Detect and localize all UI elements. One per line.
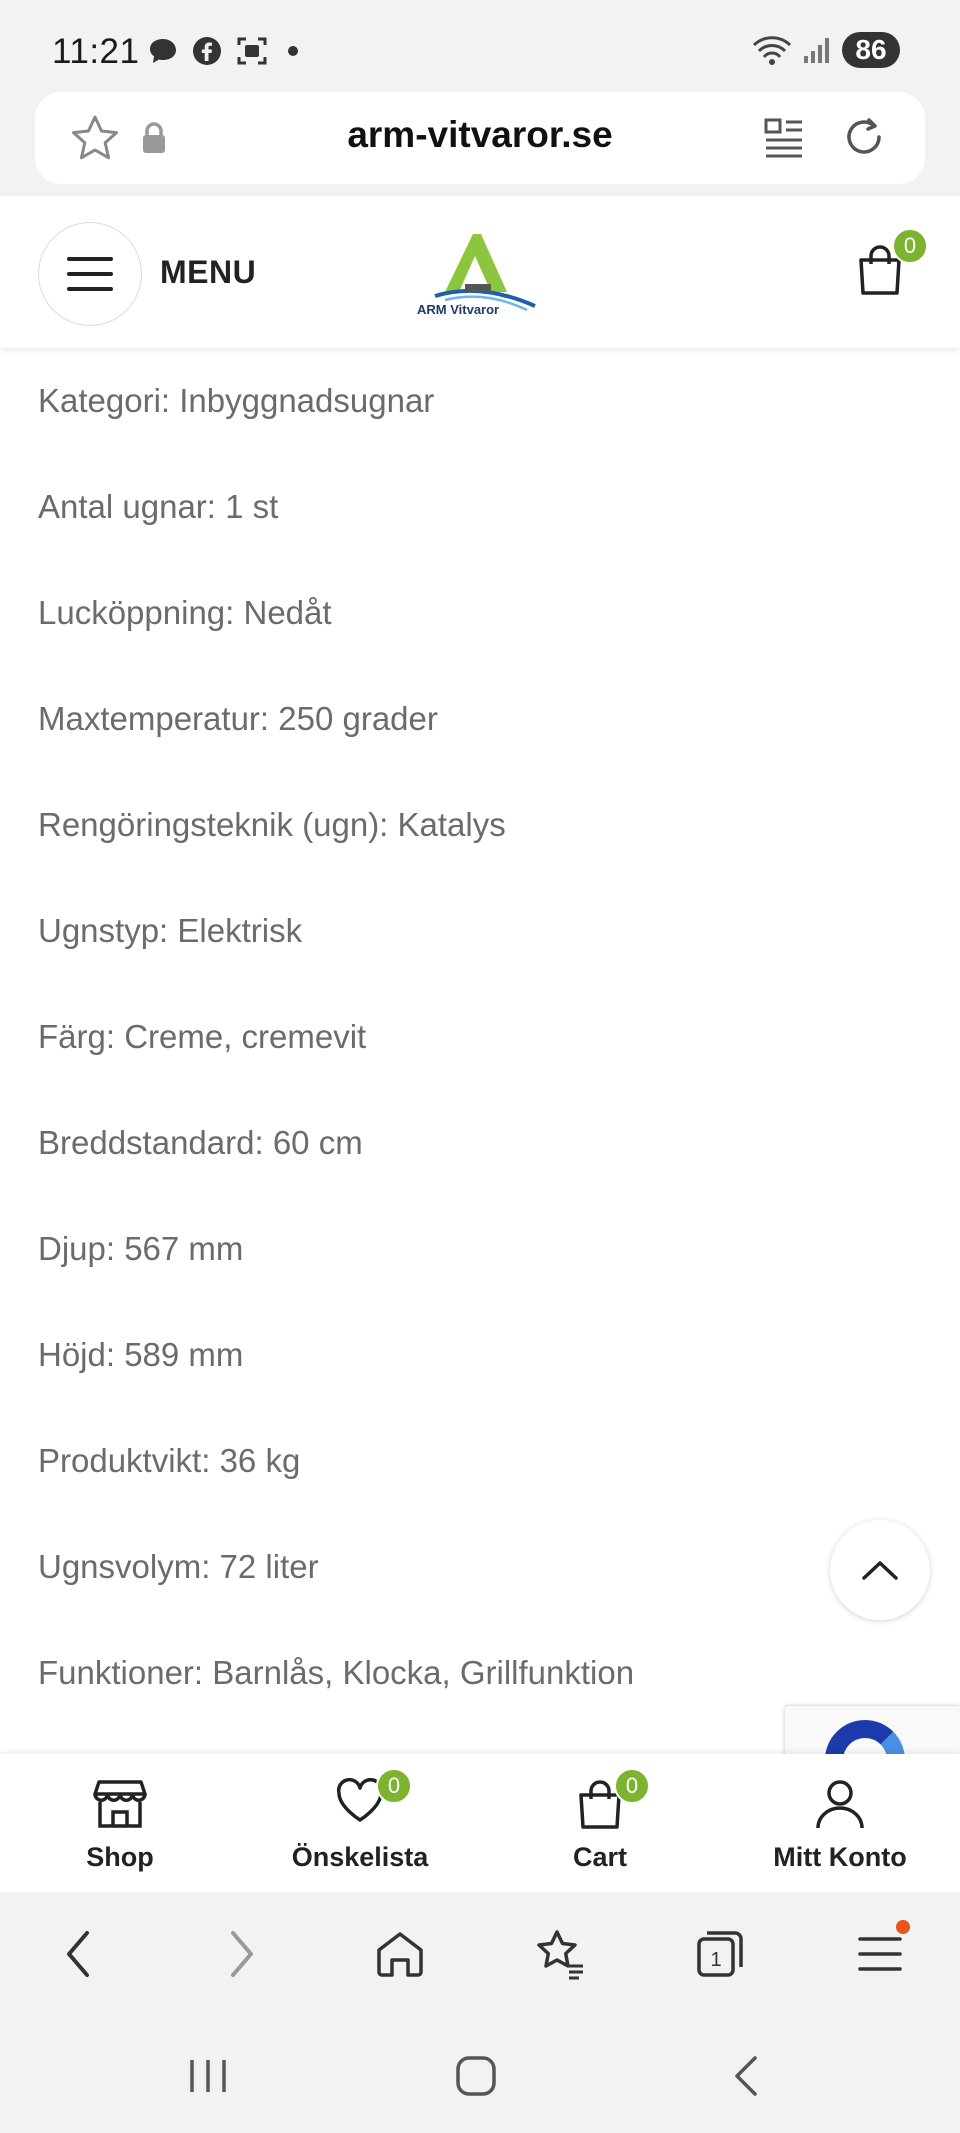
nav-cart-label: Cart: [572, 1842, 627, 1872]
wishlist-count-badge: 0: [376, 1768, 412, 1804]
reader-mode-icon[interactable]: [763, 116, 805, 160]
nav-cart[interactable]: [480, 1754, 720, 1892]
chat-bubble-icon: [148, 37, 178, 65]
spec-line: Kategori: Inbyggnadsugnar: [38, 382, 435, 419]
browser-url-area: [0, 90, 960, 196]
menu-label[interactable]: MENU: [160, 254, 257, 290]
spec-line: Djup: 567 mm: [38, 1230, 244, 1267]
spec-line: Höjd: 589 mm: [38, 1336, 244, 1373]
spec-line: Antal ugnar: 1 st: [38, 488, 279, 525]
cart-count-badge: 0: [614, 1768, 650, 1804]
nav-wishlist[interactable]: [240, 1754, 480, 1892]
nav-shop[interactable]: [0, 1754, 240, 1892]
site-logo[interactable]: [415, 230, 545, 320]
spec-line: Produktvikt: 36 kg: [38, 1442, 301, 1479]
hamburger-icon: [67, 256, 113, 292]
bottom-nav: [0, 1754, 960, 1892]
tabs-icon: [695, 1929, 745, 1979]
signal-icon: [802, 36, 832, 64]
forward-icon: [227, 1929, 257, 1979]
spec-line: Breddstandard: 60 cm: [38, 1124, 363, 1161]
chevron-up-icon: [860, 1558, 900, 1582]
url-text[interactable]: arm-vitvaror.se: [347, 114, 613, 155]
user-icon: [815, 1778, 865, 1830]
wifi-icon: [752, 35, 792, 65]
system-nav: [0, 2016, 960, 2133]
reload-icon[interactable]: [839, 112, 889, 162]
site-header: [0, 196, 960, 348]
menu-notification-dot: [896, 1920, 910, 1934]
logo-text: ARM Vitvaror: [417, 302, 500, 317]
notification-dot: [288, 46, 298, 56]
url-bar[interactable]: [35, 92, 925, 184]
system-home-button[interactable]: [446, 2046, 506, 2106]
tabs-button[interactable]: [688, 1922, 752, 1986]
spec-line: Färg: Creme, cremevit: [38, 1018, 367, 1055]
spec-line: Rengöringsteknik (ugn): Katalys: [38, 806, 506, 843]
status-time: 11:21: [52, 32, 140, 71]
spec-line: Funktioner: Barnlås, Klocka, Grillfunktion: [38, 1654, 635, 1691]
facebook-icon: [192, 36, 222, 66]
nav-shop-label: Shop: [86, 1842, 154, 1872]
screenshot-icon: [236, 36, 268, 66]
scroll-to-top-button[interactable]: [830, 1520, 930, 1620]
bookmarks-icon: [533, 1928, 587, 1980]
bookmarks-button[interactable]: [528, 1922, 592, 1986]
status-bar: [0, 0, 960, 90]
header-cart-button[interactable]: [856, 233, 917, 301]
menu-icon: [858, 1936, 902, 1972]
spec-line: Lucköppning: Nedåt: [38, 594, 332, 631]
back-button[interactable]: [46, 1922, 110, 1986]
recent-apps-icon: [186, 2056, 230, 2096]
system-back-icon: [731, 2054, 761, 2098]
nav-wishlist-label: Önskelista: [291, 1842, 429, 1872]
spec-line: Ugnsvolym: 72 liter: [38, 1548, 319, 1585]
nav-account-label: Mitt Konto: [773, 1842, 907, 1872]
system-home-icon: [454, 2054, 498, 2098]
recent-apps-button[interactable]: [178, 2046, 238, 2106]
spec-line: Maxtemperatur: 250 grader: [38, 700, 438, 737]
product-specs: [38, 348, 918, 1726]
home-icon: [375, 1930, 425, 1978]
nav-account[interactable]: [720, 1754, 960, 1892]
home-button[interactable]: [368, 1922, 432, 1986]
store-icon: [93, 1778, 147, 1830]
browser-toolbar: [0, 1892, 960, 2016]
tab-count: 1: [710, 1949, 722, 1971]
menu-button[interactable]: [38, 222, 142, 326]
back-icon: [63, 1929, 93, 1979]
cart-count-badge: 0: [892, 228, 928, 264]
system-back-button[interactable]: [716, 2046, 776, 2106]
recaptcha-badge[interactable]: [785, 1706, 960, 1756]
spec-line: Ugnstyp: Elektrisk: [38, 912, 303, 949]
browser-menu-button[interactable]: [848, 1922, 912, 1986]
battery-indicator: 86: [842, 32, 900, 68]
recaptcha-icon: [825, 1720, 905, 1756]
forward-button[interactable]: [210, 1922, 274, 1986]
